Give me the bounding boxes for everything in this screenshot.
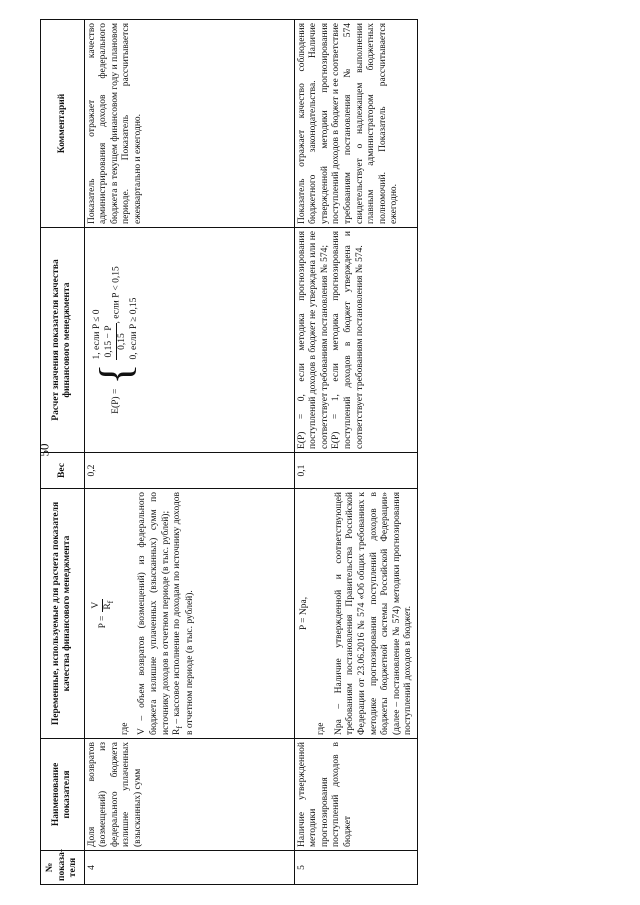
calc-cell xyxy=(84,228,294,453)
calc-line: E(P) = 0, если методика прогнозирования поступлений доходов в бюджет не утверждена или не соответствует требованиям постановления № 574; xyxy=(296,231,330,449)
calc-line: E(P) = 1, если методика прогнозирования поступлений доходов в бюджет утверждена и соответствует требованиям постановления № 574. xyxy=(331,231,365,449)
header-calc: Расчет значения показателя качества финансового менеджмента xyxy=(41,228,85,453)
rotated-table-sheet xyxy=(40,20,640,885)
comment-cell: Показатель отражает качество соблюдения бюджетного законодательства. Наличие утвержденной методики прогнозирования поступлений доходов в бюджет и ее соответствие требованиям постановления № 574 свидетельствует о надлежащем выполнении главным администратором бюджетных полномочий. Показатель рассчитывается ежегодно. xyxy=(294,20,417,228)
row-number: 5 xyxy=(294,851,417,885)
variable-rf: $R_f$ – кассовое исполнение по доходам по источнику доходов в отчетном периоде (в тыс. рублей). xyxy=(172,492,195,735)
indicator-name: Наличие утвержденной методики прогнозирования поступлений доходов в бюджет xyxy=(294,739,417,851)
header-name: Наименование показателя xyxy=(41,739,85,851)
piecewise-formula: E(P) = { 1, если P ≤ 0 0,15 − P 0,15 , если P < 0,15 0, если P ≥ 0,15 xyxy=(91,266,141,414)
indicator-name: Доля возвратов (возмещений) из федерального бюджета излишне уплаченных (взысканных) сумм xyxy=(84,739,294,851)
weight-value: 0,1 xyxy=(294,453,417,489)
calc-cell xyxy=(294,228,417,453)
variable-npa: Nрa – Наличие утвержденной и соответствующей требованиям постановления Правительства Российской Федерации от 23.06.2016 № 574 «Об общих требованиях к методике прогнозирования поступлений доходов в бюджеты бюджетной системы Российской Федерации» (далее – постановление № 574) методики прогнозирования поступлений доходов в бюджет. xyxy=(333,492,414,735)
table-row xyxy=(294,20,417,885)
where-label: где xyxy=(119,722,130,735)
comment-cell: Показатель отражает качество администрирования доходов федерального бюджета в текущем финансовом году и плановом периоде. Показатель рассчитывается ежеквартально и ежегодно. xyxy=(84,20,294,228)
variables-cell xyxy=(294,489,417,739)
variable-v: V – объем возвратов (возмещений) из федерального бюджета излишне уплаченных (взысканных) сумм по источнику доходов в отчетном периоде (в тыс. рублей); xyxy=(137,492,171,735)
row-number: 4 xyxy=(84,851,294,885)
formula: P = V $R_f$ xyxy=(90,600,116,629)
header-row xyxy=(41,20,85,885)
header-vars: Переменные, используемые для расчета показателя качества финансового менеджмента xyxy=(41,489,85,739)
page-number: 50 xyxy=(36,443,52,457)
formula: P = Nрa, xyxy=(298,596,309,631)
variables-cell xyxy=(84,489,294,739)
table-row xyxy=(84,20,294,885)
indicators-table xyxy=(40,19,418,885)
where-label: где xyxy=(316,722,327,735)
header-no: № показа-теля xyxy=(41,851,85,885)
header-comment: Комментарий xyxy=(41,20,85,228)
header-weight: Вес xyxy=(41,453,85,489)
weight-value: 0,2 xyxy=(84,453,294,489)
